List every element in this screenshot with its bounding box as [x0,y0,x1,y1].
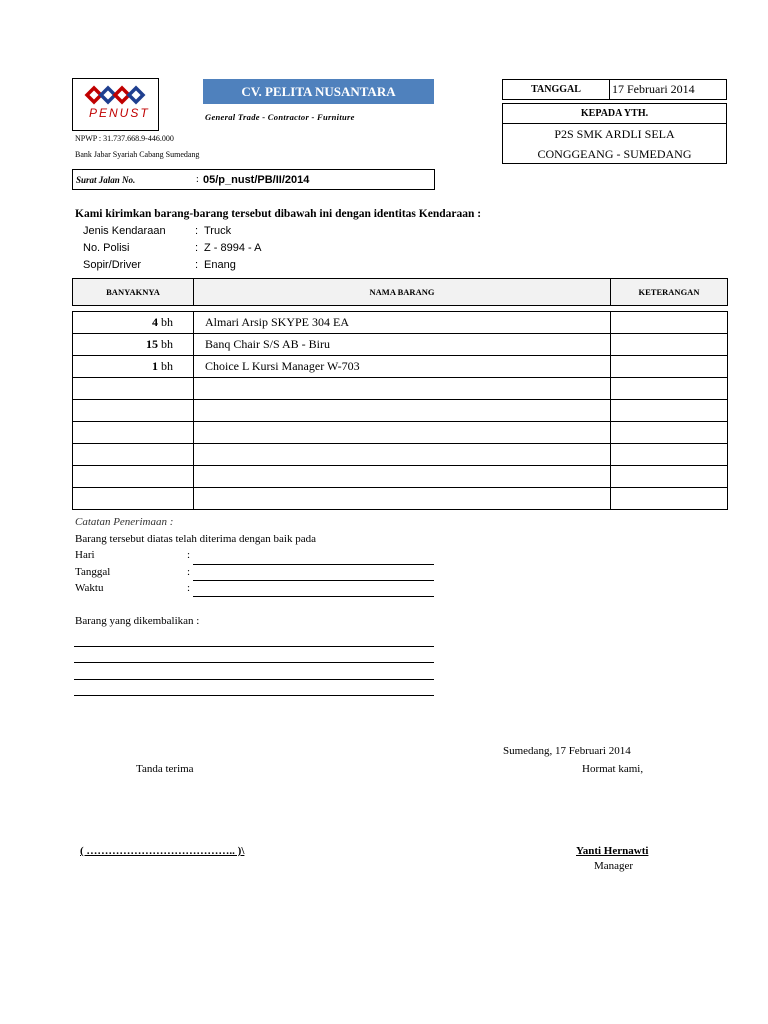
plate-number-value: Z - 8994 - A [204,242,262,254]
date-box [502,79,727,100]
vehicle-type-value: Truck [204,225,232,237]
item-name-cell: Banq Chair S/S AB - Biru [194,334,611,356]
company-logo [72,78,159,131]
recipient-box [502,103,727,164]
driver-colon: : [195,259,199,271]
time-field-line[interactable] [193,596,434,597]
date-field-line[interactable] [193,580,434,581]
table-row [73,356,728,378]
surat-jalan-colon: : [196,174,199,185]
recipient-label: KEPADA YTH. [503,104,726,124]
qty-cell [73,444,194,466]
table-row [73,334,728,356]
notes-cell [611,466,728,488]
company-name: CV. PELITA NUSANTARA [203,79,434,104]
item-name-cell: Choice L Kursi Manager W-703 [194,356,611,378]
vehicle-type-label: Jenis Kendaraan [83,225,166,237]
item-name-cell [194,466,611,488]
notes-cell [611,488,728,510]
notes-cell [611,378,728,400]
notes-cell [611,444,728,466]
qty-cell: 4 bh [73,312,194,334]
header-qty: BANYAKNYA [73,279,194,306]
day-field-line[interactable] [193,564,434,565]
day-label: Hari [75,549,95,561]
returned-items-line[interactable] [74,695,434,696]
qty-cell: 1 bh [73,356,194,378]
table-row [73,444,728,466]
table-row [73,466,728,488]
qty-cell [73,488,194,510]
receiver-signature-name: ( ………………………………….. )\ [80,845,245,857]
surat-jalan-label: Surat Jalan No. [76,175,136,185]
returned-items-line[interactable] [74,679,434,680]
sender-title: Hormat kami, [582,763,644,775]
item-name-cell [194,400,611,422]
date-value: 17 Februari 2014 [612,82,695,96]
npwp-text: NPWP : 31.737.668.9-446.000 [75,134,174,143]
date-label: TANGGAL [503,80,610,99]
item-name-cell [194,422,611,444]
qty-cell [73,466,194,488]
driver-label: Sopir/Driver [83,259,142,271]
header-item-name: NAMA BARANG [194,279,611,306]
item-name-cell [194,444,611,466]
recipient-line-2: CONGGEANG - SUMEDANG [537,147,692,161]
header-notes: KETERANGAN [611,279,728,306]
surat-jalan-box [72,169,435,190]
notes-cell [611,422,728,444]
notes-cell [611,400,728,422]
surat-jalan-number: 05/p_nust/PB/II/2014 [203,174,310,186]
date-field-label: Tanggal [75,566,111,578]
time-label: Waktu [75,582,104,594]
logo-mark-icon [73,79,158,130]
qty-cell [73,378,194,400]
receipt-notes-title: Catatan Penerimaan : [75,516,174,528]
company-tagline: General Trade - Contractor - Furniture [205,112,355,122]
items-table-header [72,278,728,306]
returned-items-label: Barang yang dikembalikan : [75,615,200,627]
item-name-cell: Almari Arsip SKYPE 304 EA [194,312,611,334]
returned-items-line[interactable] [74,646,434,647]
qty-cell [73,422,194,444]
table-row [73,378,728,400]
sender-position: Manager [594,860,634,872]
logo-text: PENUST [89,106,150,120]
notes-cell [611,334,728,356]
bank-text: Bank Jabar Syariah Cabang Sumedang [75,150,200,159]
table-row [73,312,728,334]
returned-items-line[interactable] [74,662,434,663]
receipt-statement: Barang tersebut diatas telah diterima dengan baik pada [75,533,316,545]
vehicle-type-colon: : [195,225,199,237]
qty-cell: 15 bh [73,334,194,356]
sender-signature-name: Yanti Hernawti [576,845,649,857]
time-colon: : [187,582,191,594]
table-row [73,488,728,510]
date-field-colon: : [187,566,191,578]
item-name-cell [194,378,611,400]
items-table [72,311,728,510]
item-name-cell [194,488,611,510]
notes-cell [611,356,728,378]
driver-value: Enang [204,259,236,271]
intro-text: Kami kirimkan barang-barang tersebut dibawah ini dengan identitas Kendaraan : [75,208,482,220]
recipient-line-1: P2S SMK ARDLI SELA [554,127,675,141]
qty-cell [73,400,194,422]
plate-number-colon: : [195,242,199,254]
notes-cell [611,312,728,334]
day-colon: : [187,549,191,561]
place-date: Sumedang, 17 Februari 2014 [503,745,631,757]
receiver-title: Tanda terima [136,763,194,775]
table-row [73,400,728,422]
table-row [73,422,728,444]
plate-number-label: No. Polisi [83,242,130,254]
